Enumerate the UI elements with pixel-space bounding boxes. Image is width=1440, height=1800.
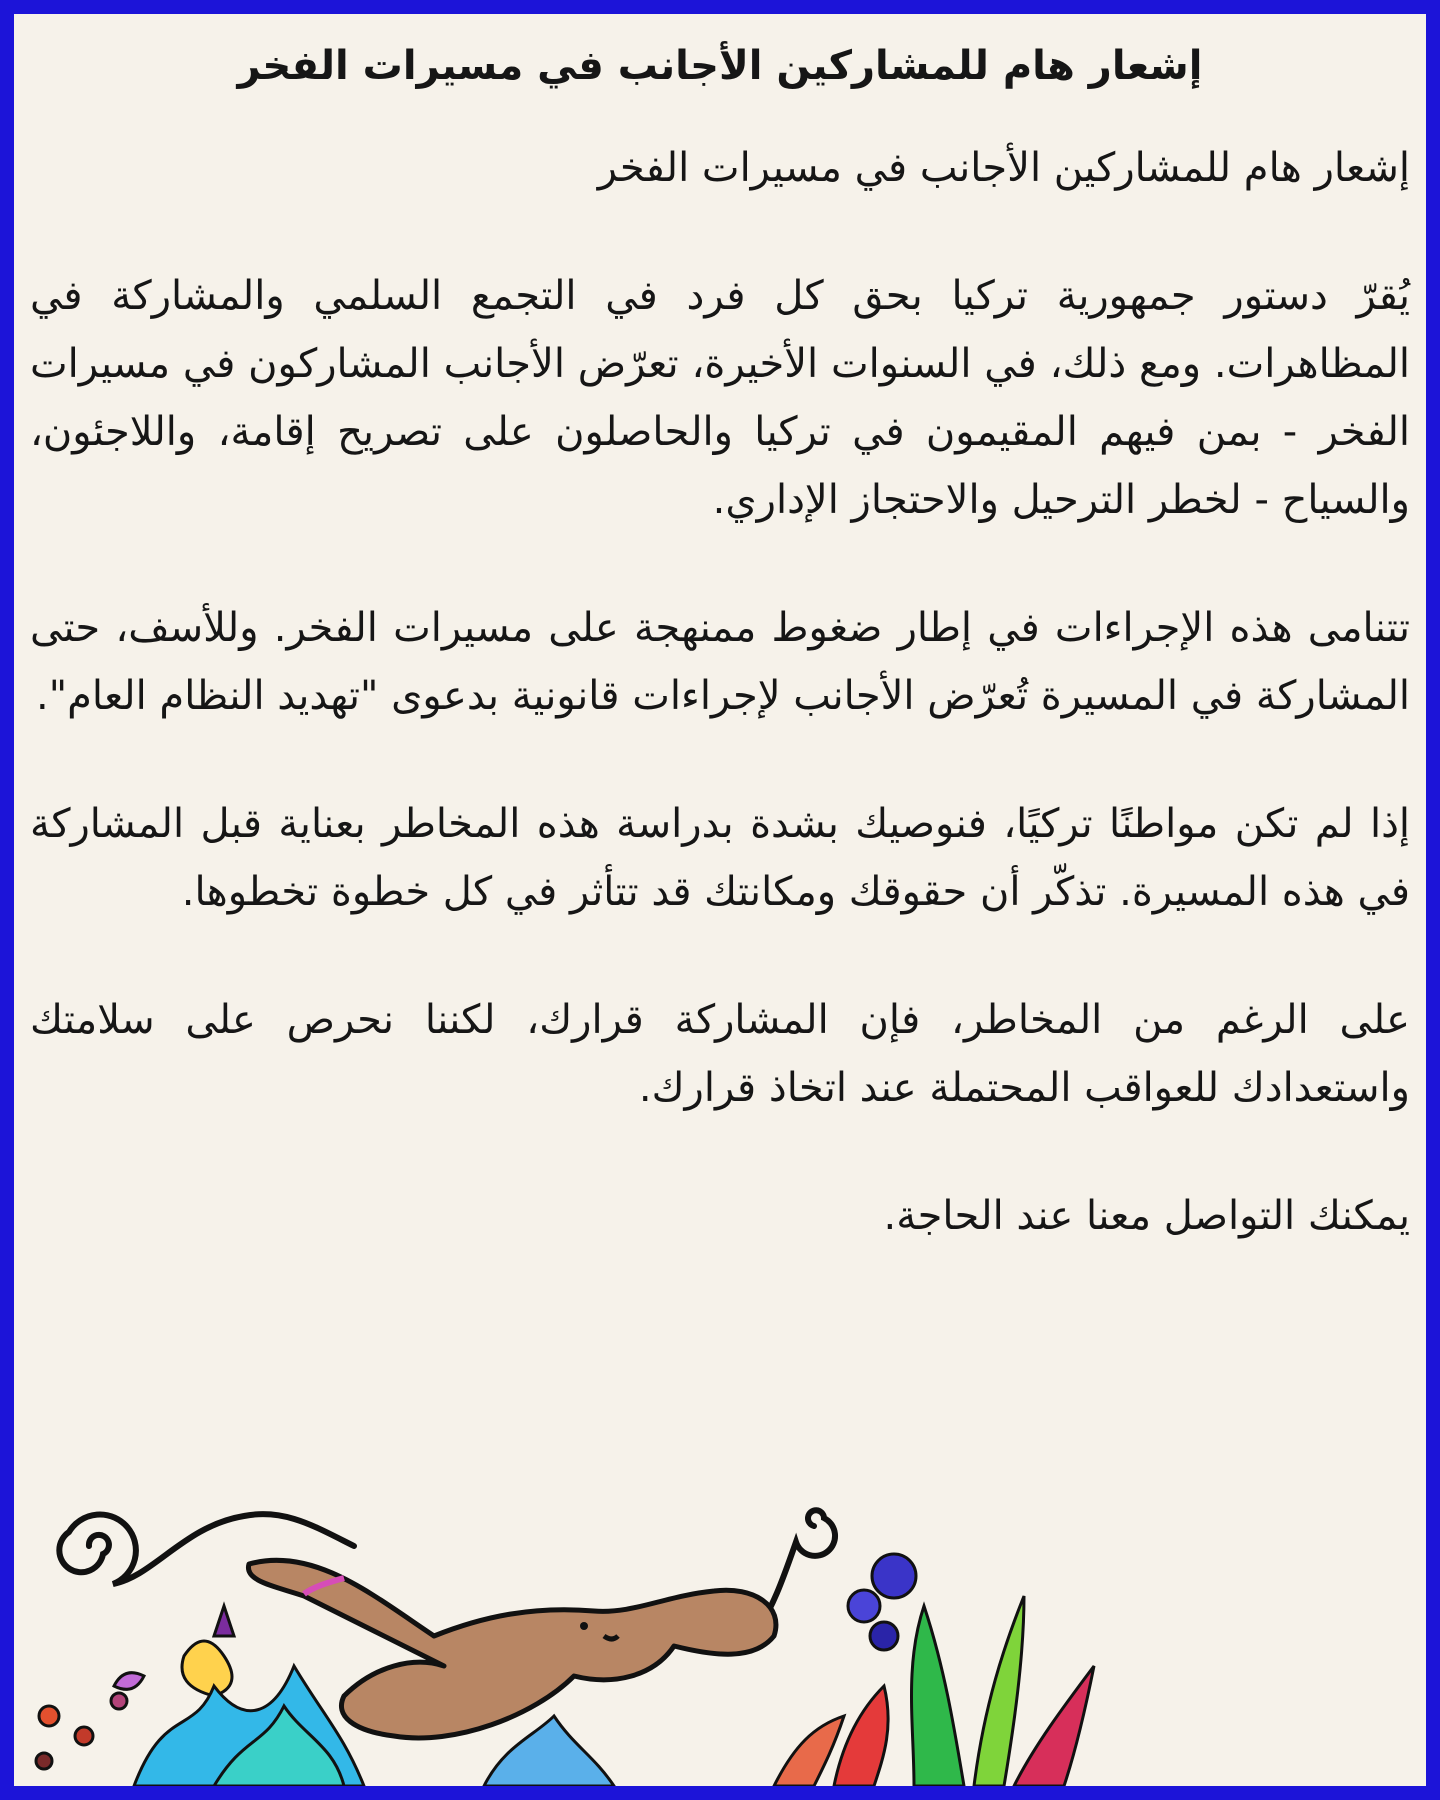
- notice-body: [30, 134, 1410, 1250]
- document-page: [14, 14, 1426, 1786]
- paragraph-recommendation: إذا لم تكن مواطنًا تركيًا، فنوصيك بشدة بدراسة هذه المخاطر بعناية قبل المشاركة في هذه المسيرة. تذكّر أن حقوقك ومكانتك قد تتأثر في كل خطوة تخطوها.: [30, 801, 1410, 915]
- page-title: إشعار هام للمشاركين الأجانب في مسيرات الفخر: [237, 43, 1203, 89]
- otter-icon: [248, 1560, 775, 1738]
- swimmer-illustration: [14, 1486, 1426, 1786]
- paragraph-constitution: يُقرّ دستور جمهورية تركيا بحق كل فرد في التجمع السلمي والمشاركة في المظاهرات. ومع ذلك، في السنوات الأخيرة، تعرّض الأجانب المشاركون في مسيرات الفخر - بمن فيهم المقيمون في تركيا والحاصلون على تصريح إقامة، واللاجئون، والسياح - لخطر الترحيل والاحتجاز الإداري.: [30, 273, 1410, 523]
- paragraph-heading: إشعار هام للمشاركين الأجانب في مسيرات الفخر: [597, 145, 1410, 191]
- paragraph-decision: على الرغم من المخاطر، فإن المشاركة قرارك، لكننا نحرص على سلامتك واستعدادك للعواقب المحتملة عند اتخاذ قرارك.: [30, 997, 1410, 1111]
- paragraph-contact: يمكنك التواصل معنا عند الحاجة.: [883, 1193, 1410, 1239]
- paragraph-pressure: تتنامى هذه الإجراءات في إطار ضغوط ممنهجة على مسيرات الفخر. وللأسف، حتى المشاركة في المسيرة تُعرّض الأجانب لإجراءات قانونية بدعوى "تهديد النظام العام".: [30, 605, 1410, 719]
- right-coral-icon: [774, 1554, 1094, 1786]
